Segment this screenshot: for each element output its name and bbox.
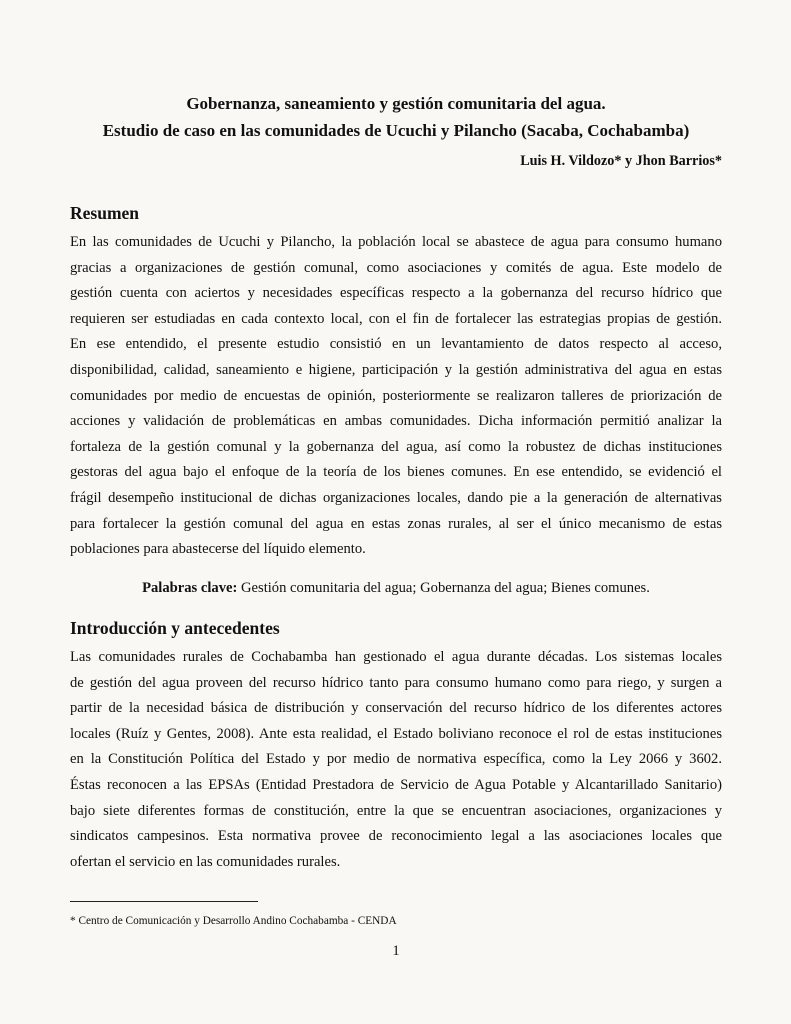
abstract-line: frágil desempeño institucional de dichas organizaciones locales, dando pie a la generación de alternativas	[70, 489, 722, 506]
abstract-line: acciones y validación de problemáticas en ambas comunidades. Dicha información permitió analizar la	[70, 413, 722, 430]
introduction-heading: Introducción y antecedentes	[70, 618, 280, 638]
intro-line: Éstas reconocen a las EPSAs (Entidad Prestadora de Servicio de Agua Potable y Alcantarillado Sanitario)	[70, 776, 722, 793]
keywords	[70, 578, 722, 598]
intro-line: de gestión del agua proveen del recurso hídrico tanto para consumo humano como para riego, y surgen a	[70, 674, 722, 691]
intro-line: Las comunidades rurales de Cochabamba han gestionado el agua durante décadas. Los sistemas locales	[70, 649, 722, 665]
abstract-line: En ese entendido, el presente estudio consistió en un levantamiento de datos respecto al acceso,	[70, 336, 722, 353]
footnote: * Centro de Comunicación y Desarrollo Andino Cochabamba - CENDA	[70, 915, 397, 927]
intro-line: partir de la necesidad básica de distribución y conservación del recurso hídrico de los diferentes actores	[70, 700, 722, 717]
intro-line: ofertan el servicio en las comunidades rurales.	[70, 853, 341, 870]
introduction-paragraph	[70, 645, 722, 875]
abstract-line: disponibilidad, calidad, saneamiento e higiene, participación y la gestión administrativa del agua en estas	[70, 361, 722, 378]
paper-title-line-1: Gobernanza, saneamiento y gestión comunitaria del agua.	[186, 94, 606, 113]
abstract-line: gracias a organizaciones de gestión comunal, como asociaciones y comités de agua. Este modelo de	[70, 259, 722, 276]
abstract-paragraph	[70, 230, 722, 563]
intro-line: bajo siete diferentes formas de constitución, entre la que se encuentran asociaciones, organizaciones y	[70, 802, 722, 819]
intro-line: en la Constitución Política del Estado y por medio de normativa específica, como la Ley 2066 y 3602.	[70, 751, 722, 768]
footnote-separator	[70, 901, 258, 902]
abstract-line: comunidades por medio de encuestas de opinión, posteriormente se realizaron talleres de priorización de	[70, 387, 722, 404]
abstract-line: gestión cuenta con aciertos y necesidades específicas respecto a la gobernanza del recurso hídrico que	[70, 285, 722, 302]
paper-title-line-2: Estudio de caso en las comunidades de Ucuchi y Pilancho (Sacaba, Cochabamba)	[102, 121, 690, 140]
keywords-label: Palabras clave:	[142, 580, 238, 596]
abstract-line: requieren ser estudiadas en cada contexto local, con el fin de fortalecer las estrategias propias de gestión.	[70, 310, 722, 327]
abstract-heading: Resumen	[70, 203, 140, 223]
abstract-line: gestoras del agua bajo el enfoque de la teoría de los bienes comunes. En ese entendido, se evidenció el	[70, 464, 722, 481]
abstract-line: para fortalecer la gestión comunal del agua en estas zonas rurales, al ser el único mecanismo de estas	[70, 515, 722, 532]
keywords-list: Gestión comunitaria del agua; Gobernanza del agua; Bienes comunes.	[237, 580, 650, 596]
abstract-line: En las comunidades de Ucuchi y Pilancho, la población local se abastece de agua para consumo humano	[70, 234, 722, 250]
intro-line: sindicatos campesinos. Esta normativa provee de reconocimiento legal a las asociaciones locales que	[70, 828, 722, 845]
intro-line: locales (Ruíz y Gentes, 2008). Ante esta realidad, el Estado boliviano reconoce el rol de estas instituciones	[70, 725, 722, 742]
abstract-line: poblaciones para abastecerse del líquido elemento.	[70, 541, 366, 558]
abstract-line: fortaleza de la gestión comunal y la gobernanza del agua, así como la robustez de dichas instituciones	[70, 438, 722, 455]
authors: Luis H. Vildozo* y Jhon Barrios*	[520, 153, 722, 169]
page-number: 1	[392, 943, 400, 959]
